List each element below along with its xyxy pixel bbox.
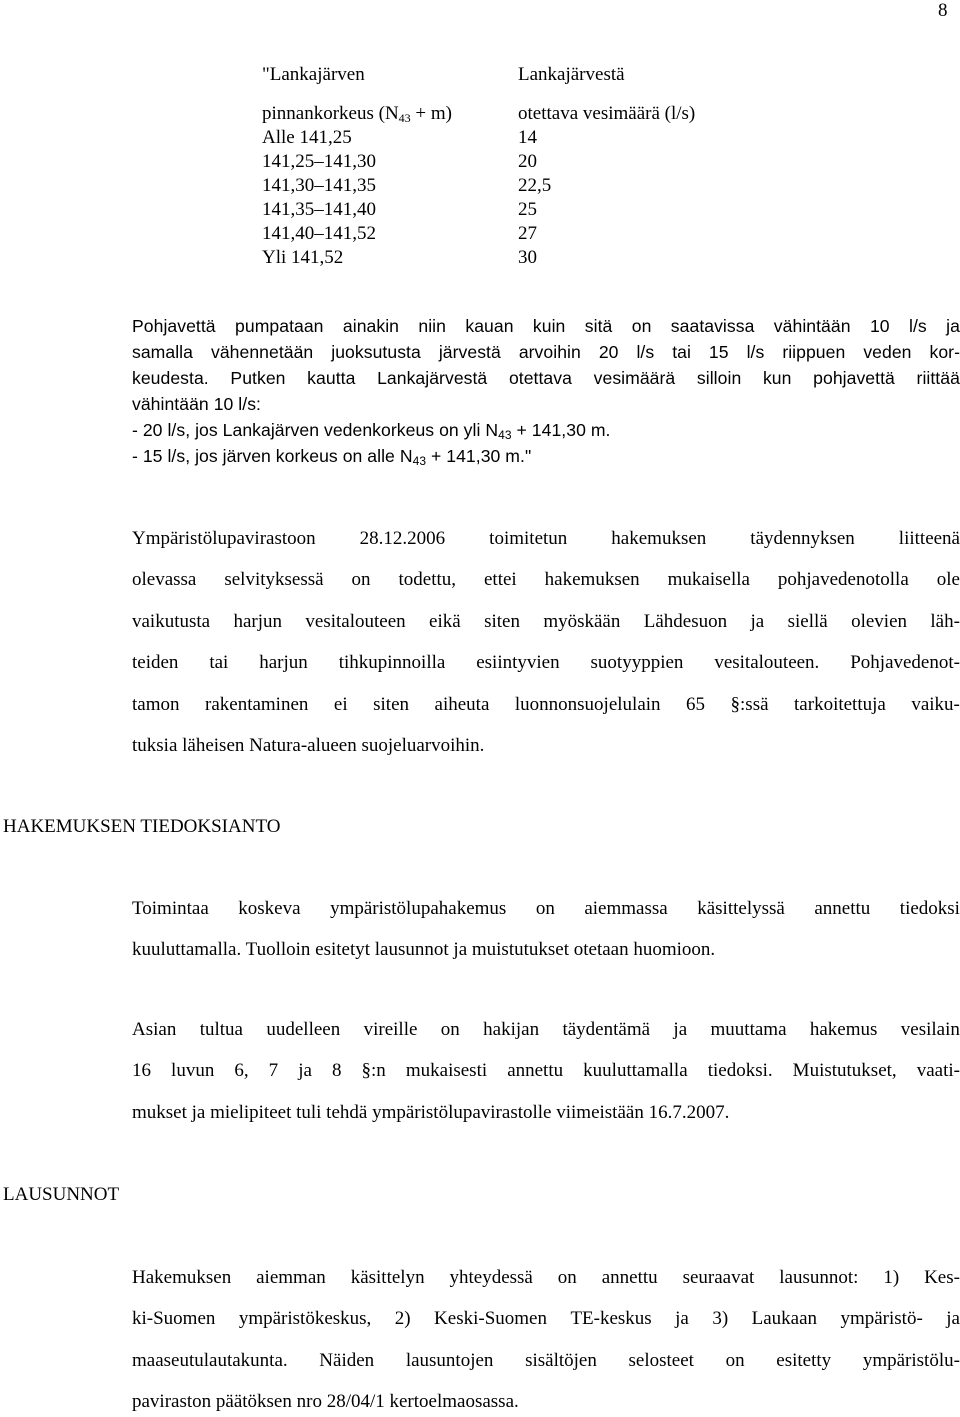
table-cell-level: Yli 141,52 <box>262 247 344 268</box>
page-number: 8 <box>938 0 948 21</box>
table-col1-subheader: pinnankorkeus $(N_{43} + m)$ <box>262 103 452 125</box>
quote-line: keudesta. Putken kautta Lankajärvestä otettava vesimäärä silloin kun pohjavettä riittää <box>132 368 960 388</box>
table-cell-level: 141,30–141,35 <box>262 175 376 196</box>
paragraph-line: Hakemuksen aiemman käsittelyn yhteydessä on annettu seuraavat lausunnot: 1) Kes- <box>132 1267 960 1288</box>
quote-line: Pohjavettä pumpataan ainakin niin kauan kuin sitä on saatavissa vähintään 10 l/s ja <box>132 316 960 336</box>
table-cell-amount: 14 <box>518 127 537 148</box>
table-cell-amount: 22,5 <box>518 175 552 196</box>
table-cell-amount: 25 <box>518 199 537 220</box>
table-cell-level: 141,40–141,52 <box>262 223 376 244</box>
paragraph-line: paviraston päätöksen nro 28/04/1 kertoelmaosassa. <box>132 1391 519 1412</box>
section-heading-statements: LAUSUNNOT <box>3 1184 120 1205</box>
paragraph-line: vaikutusta harjun vesitalouteen eikä siten myöskään Lähdesuon ja siellä olevien läh- <box>132 611 960 632</box>
table-cell-level: Alle 141,25 <box>262 127 352 148</box>
paragraph-line: tuksia läheisen Natura-alueen suojeluarvoihin. <box>132 735 485 756</box>
paragraph-line: teiden tai harjun tihkupinnoilla esiintyvien suotyyppien vesitalouteen. Pohjavedenot- <box>132 652 960 673</box>
paragraph-line: mukset ja mielipiteet tuli tehdä ympäristölupavirastolle viimeistään 16.7.2007. <box>132 1102 730 1123</box>
section-heading-notification: HAKEMUKSEN TIEDOKSIANTO <box>3 816 281 837</box>
paragraph-line: kuuluttamalla. Tuolloin esitetyt lausunnot ja muistutukset otetaan huomioon. <box>132 939 716 960</box>
quote-line: samalla vähennetään juoksutusta järvestä arvoihin 20 l/s tai 15 l/s riippuen veden kor- <box>132 342 960 362</box>
paragraph-line: maaseutulautakunta. Näiden lausuntojen sisältöjen selosteet on esitetty ympäristölu- <box>132 1350 960 1371</box>
paragraph-line: Ympäristölupavirastoon 28.12.2006 toimitetun hakemuksen täydennyksen liitteenä <box>132 528 960 549</box>
table-col2-header: Lankajärvestä <box>518 64 625 85</box>
quote-line: vähintään 10 l/s: <box>132 394 261 414</box>
table-cell-level: 141,25–141,30 <box>262 151 376 172</box>
table-col2-subheader: otettava vesimäärä (l/s) <box>518 103 696 124</box>
table-cell-amount: 27 <box>518 223 537 244</box>
table-cell-amount: 20 <box>518 151 537 172</box>
quote-line: - 20 l/s, jos Lankajärven vedenkorkeus on yli $N_{43} + 141,30$ m. <box>132 420 611 442</box>
quote-line: - 15 l/s, jos järven korkeus on alle $N_{43} + 141,30$ m." <box>132 446 532 468</box>
table-cell-amount: 30 <box>518 247 537 268</box>
paragraph-line: 16 luvun 6, 7 ja 8 §:n mukaisesti annettu kuuluttamalla tiedoksi. Muistutukset, vaati- <box>132 1060 960 1081</box>
paragraph-line: Toimintaa koskeva ympäristölupahakemus on aiemmassa käsittelyssä annettu tiedoksi <box>132 898 960 919</box>
paragraph-line: olevassa selvityksessä on todettu, ettei hakemuksen mukaisella pohjavedenotolla ole <box>132 569 960 590</box>
paragraph-line: ki-Suomen ympäristökeskus, 2) Keski-Suomen TE-keskus ja 3) Laukaan ympäristö- ja <box>132 1308 960 1329</box>
table-cell-level: 141,35–141,40 <box>262 199 376 220</box>
table-col1-header: "Lankajärven <box>262 64 365 85</box>
paragraph-line: tamon rakentaminen ei siten aiheuta luonnonsuojelulain 65 §:ssä tarkoitettuja vaiku- <box>132 694 960 715</box>
paragraph-line: Asian tultua uudelleen vireille on hakijan täydentämä ja muuttama hakemus vesilain <box>132 1019 960 1040</box>
